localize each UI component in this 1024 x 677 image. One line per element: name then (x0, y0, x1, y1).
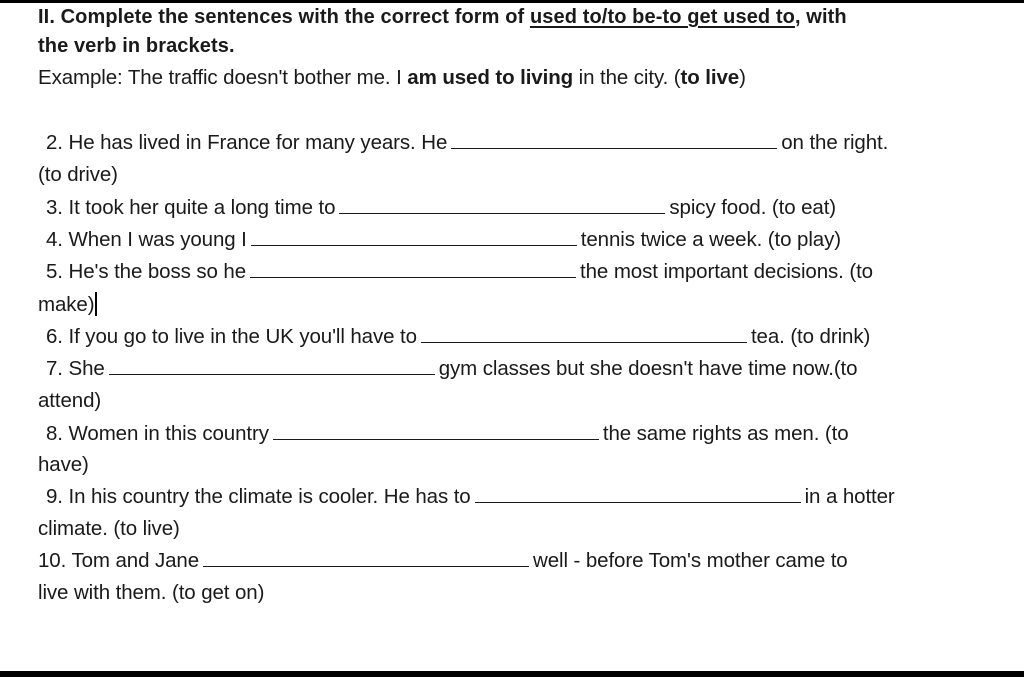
item-text-before: If you go to live in the UK you'll have to (68, 325, 417, 348)
exercise-item-9 (46, 485, 895, 509)
item-text-after: on the right. (781, 131, 889, 154)
item-number: 9. (46, 485, 63, 508)
exercise-item-10-continuation: live with them. (to get on) (38, 581, 265, 604)
item-text-after: the same rights as men. (to (602, 422, 849, 445)
exercise-item-6 (46, 325, 870, 349)
item-text-before: She (68, 357, 105, 380)
item-text-before: Women in this country (68, 422, 269, 445)
answer-blank-8[interactable] (273, 423, 599, 440)
item-number: 2. (46, 131, 63, 154)
item-number: 8. (46, 422, 63, 445)
exercise-item-5-continuation (38, 292, 97, 317)
instruction-heading (38, 5, 847, 29)
item-text-after: tennis twice a week. (to play) (580, 228, 841, 251)
item-text-after: well - before Tom's mother came to (533, 549, 848, 572)
item-number: 3. (46, 196, 63, 219)
instruction-heading-line2: the verb in brackets. (38, 35, 235, 57)
example-sentence (38, 66, 746, 90)
answer-blank-3[interactable] (339, 197, 665, 214)
exercise-item-3 (46, 196, 836, 220)
item-text-before: He has lived in France for many years. He (68, 131, 448, 154)
item-number: 6. (46, 325, 63, 348)
exercise-item-2-continuation: (to drive) (38, 163, 118, 186)
answer-blank-4[interactable] (251, 229, 577, 246)
example-mid: in the city. ( (573, 66, 681, 89)
worksheet-page (0, 3, 1024, 671)
item-text-before: Tom and Jane (71, 549, 200, 572)
text-cursor (95, 292, 97, 316)
exercise-item-2 (46, 131, 888, 155)
item-number: 4. (46, 228, 63, 251)
heading-text: II. Complete the sentences with the correct form of (38, 6, 530, 28)
exercise-item-8-continuation: have) (38, 453, 89, 476)
example-answer: am used to living (407, 66, 574, 89)
answer-blank-7[interactable] (109, 358, 435, 375)
item-text-after: spicy food. (to eat) (669, 196, 837, 219)
exercise-item-5 (46, 260, 873, 284)
answer-blank-5[interactable] (250, 261, 576, 278)
item-text-before: It took her quite a long time to (68, 196, 336, 219)
example-lead: Example: The traffic doesn't bother me. I (38, 66, 408, 89)
item-text-after: in a hotter (804, 485, 895, 508)
exercise-item-4 (46, 228, 841, 252)
item-text-before: When I was young I (68, 228, 247, 251)
item-text-before: In his country the climate is cooler. He has to (68, 485, 471, 508)
exercise-item-7-continuation: attend) (38, 389, 102, 412)
item-text-after: tea. (to drink) (750, 325, 871, 348)
heading-suffix: , with (794, 6, 847, 28)
item-number: 7. (46, 357, 63, 380)
exercise-item-7 (46, 357, 857, 381)
item-number: 5. (46, 260, 63, 283)
item-text-after: gym classes but she doesn't have time now.(to (438, 357, 858, 380)
answer-blank-2[interactable] (451, 132, 777, 149)
answer-blank-9[interactable] (475, 486, 801, 503)
answer-blank-6[interactable] (421, 326, 747, 343)
heading-target-forms: used to/to be-to get used to (529, 6, 795, 28)
item-continuation-text: make) (38, 293, 95, 316)
exercise-item-8 (46, 422, 849, 446)
example-verb: to live (680, 66, 740, 89)
item-text-before: He's the boss so he (68, 260, 247, 283)
item-number: 10. (38, 549, 67, 572)
exercise-item-10 (38, 549, 848, 573)
item-text-after: the most important decisions. (to (580, 260, 873, 283)
exercise-item-9-continuation: climate. (to live) (38, 517, 180, 540)
example-end: ) (739, 66, 746, 89)
answer-blank-10[interactable] (203, 550, 529, 567)
